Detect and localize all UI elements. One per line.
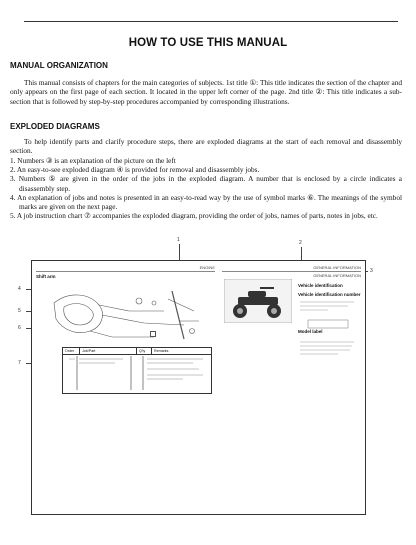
job-chart-header-qty: Q'ty	[137, 348, 152, 354]
section-heading-manual-organization: MANUAL ORGANIZATION	[10, 61, 108, 70]
sample-page-left	[31, 260, 220, 515]
atv-photo-illustration	[224, 279, 292, 323]
list-item: 3. Numbers ⑤ are given in the order of the jobs in the exploded diagram. A number that is enclosed by a circle indicates a disassembly step.	[10, 174, 402, 193]
text-lines-illustration	[298, 298, 358, 358]
list-item: 5. A job instruction chart ⑦ accompanies the exploded diagram, providing the order of jobs, names of parts, notes in jobs, etc.	[10, 211, 378, 221]
callout-1: 1	[177, 237, 180, 243]
list-item: 4. An explanation of jobs and notes is presented in an easy-to-read way by the use of symbol marks ⑥. The meanings of the symbol marks are given on the next page.	[10, 192, 402, 212]
job-instruction-chart	[62, 347, 212, 394]
list-item: 2. An easy-to-see exploded diagram ④ is provided for removal and disassembly jobs.	[10, 165, 260, 175]
callout-2: 2	[299, 240, 302, 246]
exploded-diagrams-intro: To help identify parts and clarify procedure steps, there are exploded diagrams at the start of each removal and disassembly section.	[10, 137, 402, 156]
job-chart-header-order: Order	[63, 348, 80, 354]
left-page-section-tag: ENGINE	[199, 265, 215, 270]
manual-organization-body: This manual consists of chapters for the main categories of subjects. 1st title ①: This title indicates the section of the chapter and only appears on the first page of each section. It located in the upper left corner of the page. 2nd title ②: This title indicates a sub-section that is followed by step-by-step procedures accompanied by corresponding illustrations.	[10, 78, 402, 106]
job-chart-header	[63, 348, 211, 355]
header-rule	[222, 271, 361, 272]
leader-line	[301, 247, 302, 260]
callout-4: 4	[18, 286, 21, 292]
vin-heading: Vehicle identification number	[298, 292, 361, 297]
job-chart-header-part: Job/Part	[80, 348, 137, 354]
job-chart-header-remarks: Remarks	[154, 349, 169, 353]
example-manual-spread-figure	[18, 237, 412, 517]
section-heading-exploded-diagrams: EXPLODED DIAGRAMS	[10, 122, 100, 131]
callout-5: 5	[18, 308, 21, 314]
page-title: HOW TO USE THIS MANUAL	[128, 37, 288, 49]
right-page-section-tag: GENERAL INFORMATION	[313, 265, 361, 270]
exploded-diagrams-list	[10, 156, 402, 220]
top-rule	[24, 21, 398, 22]
leader-line	[179, 244, 180, 260]
right-page-subtag: GENERAL INFORMATION	[313, 273, 361, 278]
job-chart-rows-illustration	[63, 356, 211, 390]
vehicle-identification-heading: Vehicle identification	[298, 283, 343, 288]
callout-6: 6	[18, 325, 21, 331]
model-label-heading: Model label	[298, 329, 323, 334]
callout-7: 7	[18, 360, 21, 366]
sample-page-right	[218, 260, 366, 515]
torque-note-box	[150, 331, 156, 337]
exploded-diagram-illustration	[44, 281, 204, 343]
list-item: 1. Numbers ③ is an explanation of the picture on the left	[10, 156, 176, 165]
header-rule	[36, 271, 215, 272]
left-page-caption: Shift arm	[36, 274, 56, 279]
callout-3: 3	[370, 268, 373, 274]
